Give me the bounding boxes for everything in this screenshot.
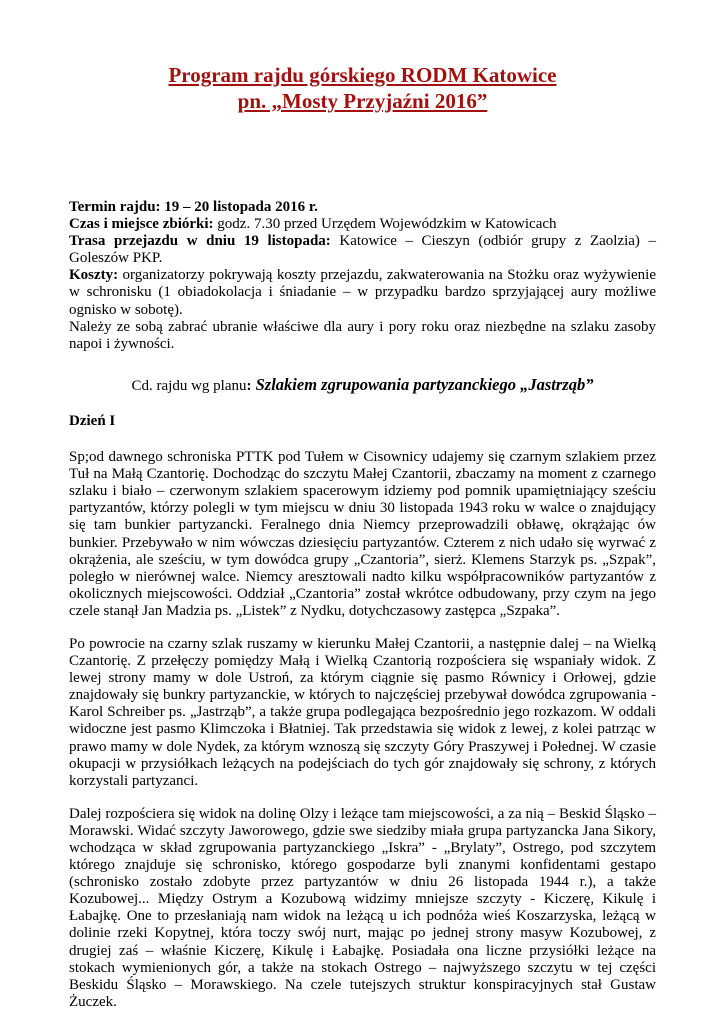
event-date	[69, 199, 656, 216]
day-paragraph: Sp;od dawnego schroniska PTTK pod Tułem w Cisownicy udajemy się czarnym szlakiem przez Tuł na Małą Czantorię. Dochodząc do szczytu Małej Czantorii, zbaczamy na moment z czarnego szlaku i biało – czerwonym szlakiem spacerowym idziemy pod pomnik upamiętniający sześciu partyzantów, którzy polegli w tym miejscu w dniu 30 listopada 1943 roku w walce o znajdujący się tam bunkier partyzancki. Feralnego dnia Niemcy przeprowadzili obławę, okrążając ów bunkier. Przebywało w nim wówczas dziesięciu partyzantów. Czterem z nich udało się wyrwać z okrążenia, ale sześciu, w tym dowódca grupy „Czantoria”, sierż. Klemens Starzyk ps. „Szpak”, poległo w nierównej walce. Niemcy aresztowali nadto kilku współpracowników partyzantów z okolicznych miejscowości. Oddział „Czantoria” został wkrótce odbudowany, przy czym na jego czele stanął Jan Madzia ps. „Listek” z Nydku, dotychczasowy zastępca „Szpaka”.	[69, 449, 656, 619]
document-page	[69, 62, 656, 1011]
route-label: Trasa przejazdu w dniu 19 listopada:	[69, 233, 331, 250]
event-details	[69, 199, 656, 353]
route-plan-colon: :	[246, 377, 252, 394]
packing-note: Należy ze sobą zabrać ubranie właściwe dla aury i pory roku oraz niezbędne na szlaku zasoby napoi i żywności.	[69, 318, 656, 352]
meeting-label: Czas i miejsce zbiórki:	[69, 216, 214, 233]
route-info	[69, 233, 656, 267]
costs-info	[69, 267, 656, 318]
day-heading: Dzień I	[69, 412, 116, 429]
title-line-1: Program rajdu górskiego RODM Katowice	[168, 63, 557, 87]
costs-value: organizatorzy pokrywają koszty przejazdu, zakwaterowania na Stożku oraz wyżywienie w schronisku (1 obiadokolacja i śniadanie – w przypadku bardzo sprzyjającej aury możliwe ognisko w sobotę).	[69, 267, 656, 318]
document-title	[69, 62, 656, 114]
event-date-text: Termin rajdu: 19 – 20 listopada 2016 r.	[69, 199, 318, 215]
route-plan-heading	[69, 376, 656, 395]
route-plan-title: Szlakiem zgrupowania partyzanckiego „Jastrząb”	[251, 374, 594, 394]
day-paragraph: Dalej rozpościera się widok na dolinę Olzy i leżące tam miejscowości, a za nią – Beskid Śląsko – Morawski. Widać szczyty Jaworowego, gdzie swe siedziby miała grupa partyzancka Jana Sikory, wchodząca w skład zgrupowania partyzanckiego „Iskra” - „Brylaty”, Ostrego, pod szczytem którego znajduje się schronisko, którego gospodarze byli znanymi konfidentami gestapo (schronisko zostało zdobyte przez partyzantów w dniu 26 listopada 1944 r.), a także Kozubowej... Między Ostrym a Kozubową widzimy mniejsze szczyty - Kiczerę, Kikulę i Łabajkę. One to przesłaniają nam widok na leżącą u ich podnóża wieś Koszarzyska, leżącą w dolinie rzeki Kopytnej, która toczy swój nurt, mając po jednej strony masyw Kozubowej, z drugiej zaś – właśnie Kiczerę, Kikulę i Łabajkę. Posiadała ona liczne przysiółki leżące na stokach wymienionych gór, a także na stokach Ostrego – najwyższego szczytu w tej części Beskidu Śląsko – Morawskiego. Na czele tutejszych struktur konspiracyjnych stał Gustaw Żuczek.	[69, 805, 656, 1010]
route-value: Katowice – Cieszyn (odbiór grupy z Zaolzia) – Goleszów PKP.	[69, 233, 657, 267]
meeting-value: godz. 7.30 przed Urzędem Wojewódzkim w Katowicach	[213, 216, 557, 233]
costs-label: Koszty:	[69, 267, 119, 284]
day-paragraph: Po powrocie na czarny szlak ruszamy w kierunku Małej Czantorii, a następnie dalej – na Wielką Czantorię. Z przełęczy pomiędzy Małą i Wielką Czantorią rozpościera się wspaniały widok. Z lewej strony mamy w dole Ustroń, za którym ciągnie się pasmo Równicy i Orłowej, gdzie znajdowały się bunkry partyzanckie, w których to najczęściej przebywał dowódca zgrupowania - Karol Schreiber ps. „Jastrząb”, a także grupa podlegająca bezpośrednio jego rozkazom. W oddali widoczne jest pasmo Klimczoka i Błatniej. Tak przedstawia się widok z lewej, z kolei patrząc w prawo mamy w dole Nydek, za którym wznoszą się szczyty Góry Praszywej i Połednej. W czasie okupacji w przysiółkach leżących na podejściach do tych gór znajdowały się schrony, z których korzystali partyzanci.	[69, 635, 656, 789]
title-line-2: pn. „Mosty Przyjaźni 2016”	[237, 89, 488, 113]
meeting-info	[69, 216, 656, 233]
route-plan-prefix: Cd. rajdu wg planu	[131, 377, 247, 394]
